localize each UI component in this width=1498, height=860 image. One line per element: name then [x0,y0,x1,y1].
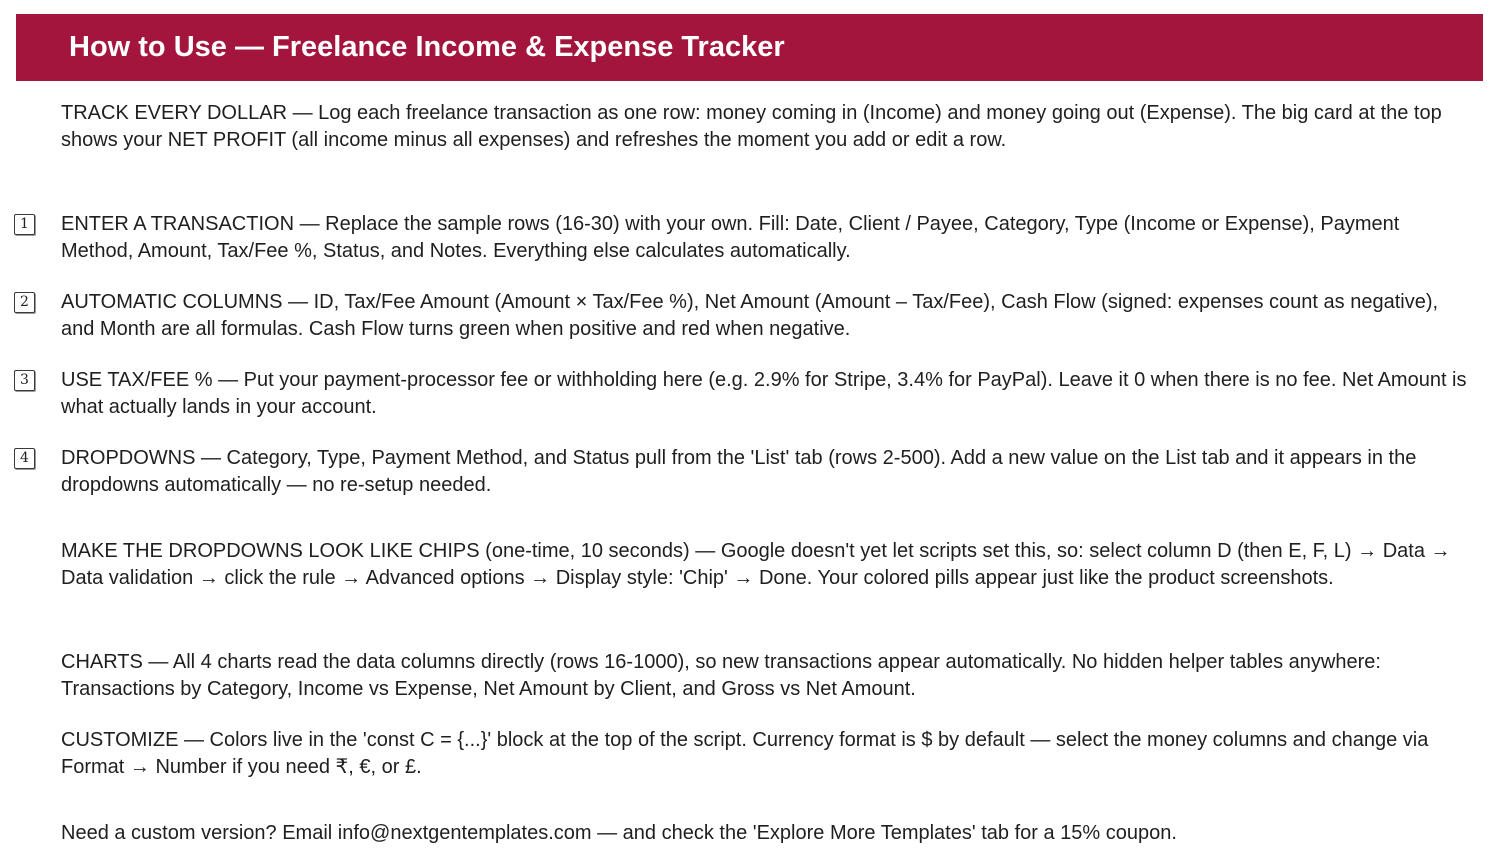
customize-note-text: CUSTOMIZE — Colors live in the 'const C = {...}' block at the top of the script. Currency format is $ by default — select the money columns and change via Format → Number if you need ₹, €, or £. [61,729,1429,778]
page-title: How to Use — Freelance Income & Expense Tracker [69,31,785,63]
header-bar [16,14,1483,81]
charts-note-text: CHARTS — All 4 charts read the data columns directly (rows 16-1000), so new transactions appear automatically. No hidden helper tables anywhere: Transactions by Category, Income vs Expense, Net Amount by Client, and Gross vs Net Amount. [61,651,1381,700]
contact-note-text: Need a custom version? Email info@nextgentemplates.com — and check the 'Explore More Templates' tab for a 15% coupon. [61,822,1177,844]
keycap-4-icon: 4 [14,448,35,469]
keycap-3-icon: 3 [14,370,35,391]
step-3-text: USE TAX/FEE % — Put your payment-processor fee or withholding here (e.g. 2.9% for Stripe, 3.4% for PayPal). Leave it 0 when there is no fee. Net Amount is what actually lands in your account. [61,369,1467,418]
intro-text: TRACK EVERY DOLLAR — Log each freelance transaction as one row: money coming in (Income) and money going out (Expense). The big card at the top shows your NET PROFIT (all income minus all expenses) and refreshes the moment you add or edit a row. [61,102,1442,151]
keycap-2-icon: 2 [14,292,35,313]
chips-note-text: MAKE THE DROPDOWNS LOOK LIKE CHIPS (one-time, 10 seconds) — Google doesn't yet let scripts set this, so: select column D (then E, F, L) → Data → Data validation → click the rule → Advanced options → Display style: 'Chip' → Done. Your colored pills appear just like the product screenshots. [61,540,1451,589]
keycap-1-icon: 1 [14,214,35,235]
step-2-text: AUTOMATIC COLUMNS — ID, Tax/Fee Amount (Amount × Tax/Fee %), Net Amount (Amount – Tax/Fee), Cash Flow (signed: expenses count as negative), and Month are all formulas. Cash Flow turns green when positive and red when negative. [61,291,1439,340]
step-4-text: DROPDOWNS — Category, Type, Payment Method, and Status pull from the 'List' tab (rows 2-500). Add a new value on the List tab and it appears in the dropdowns automatically — no re-setup needed. [61,447,1417,496]
step-1-text: ENTER A TRANSACTION — Replace the sample rows (16-30) with your own. Fill: Date, Client / Payee, Category, Type (Income or Expense), Payment Method, Amount, Tax/Fee %, Status, and Notes. Everything else calculates automatically. [61,213,1400,262]
